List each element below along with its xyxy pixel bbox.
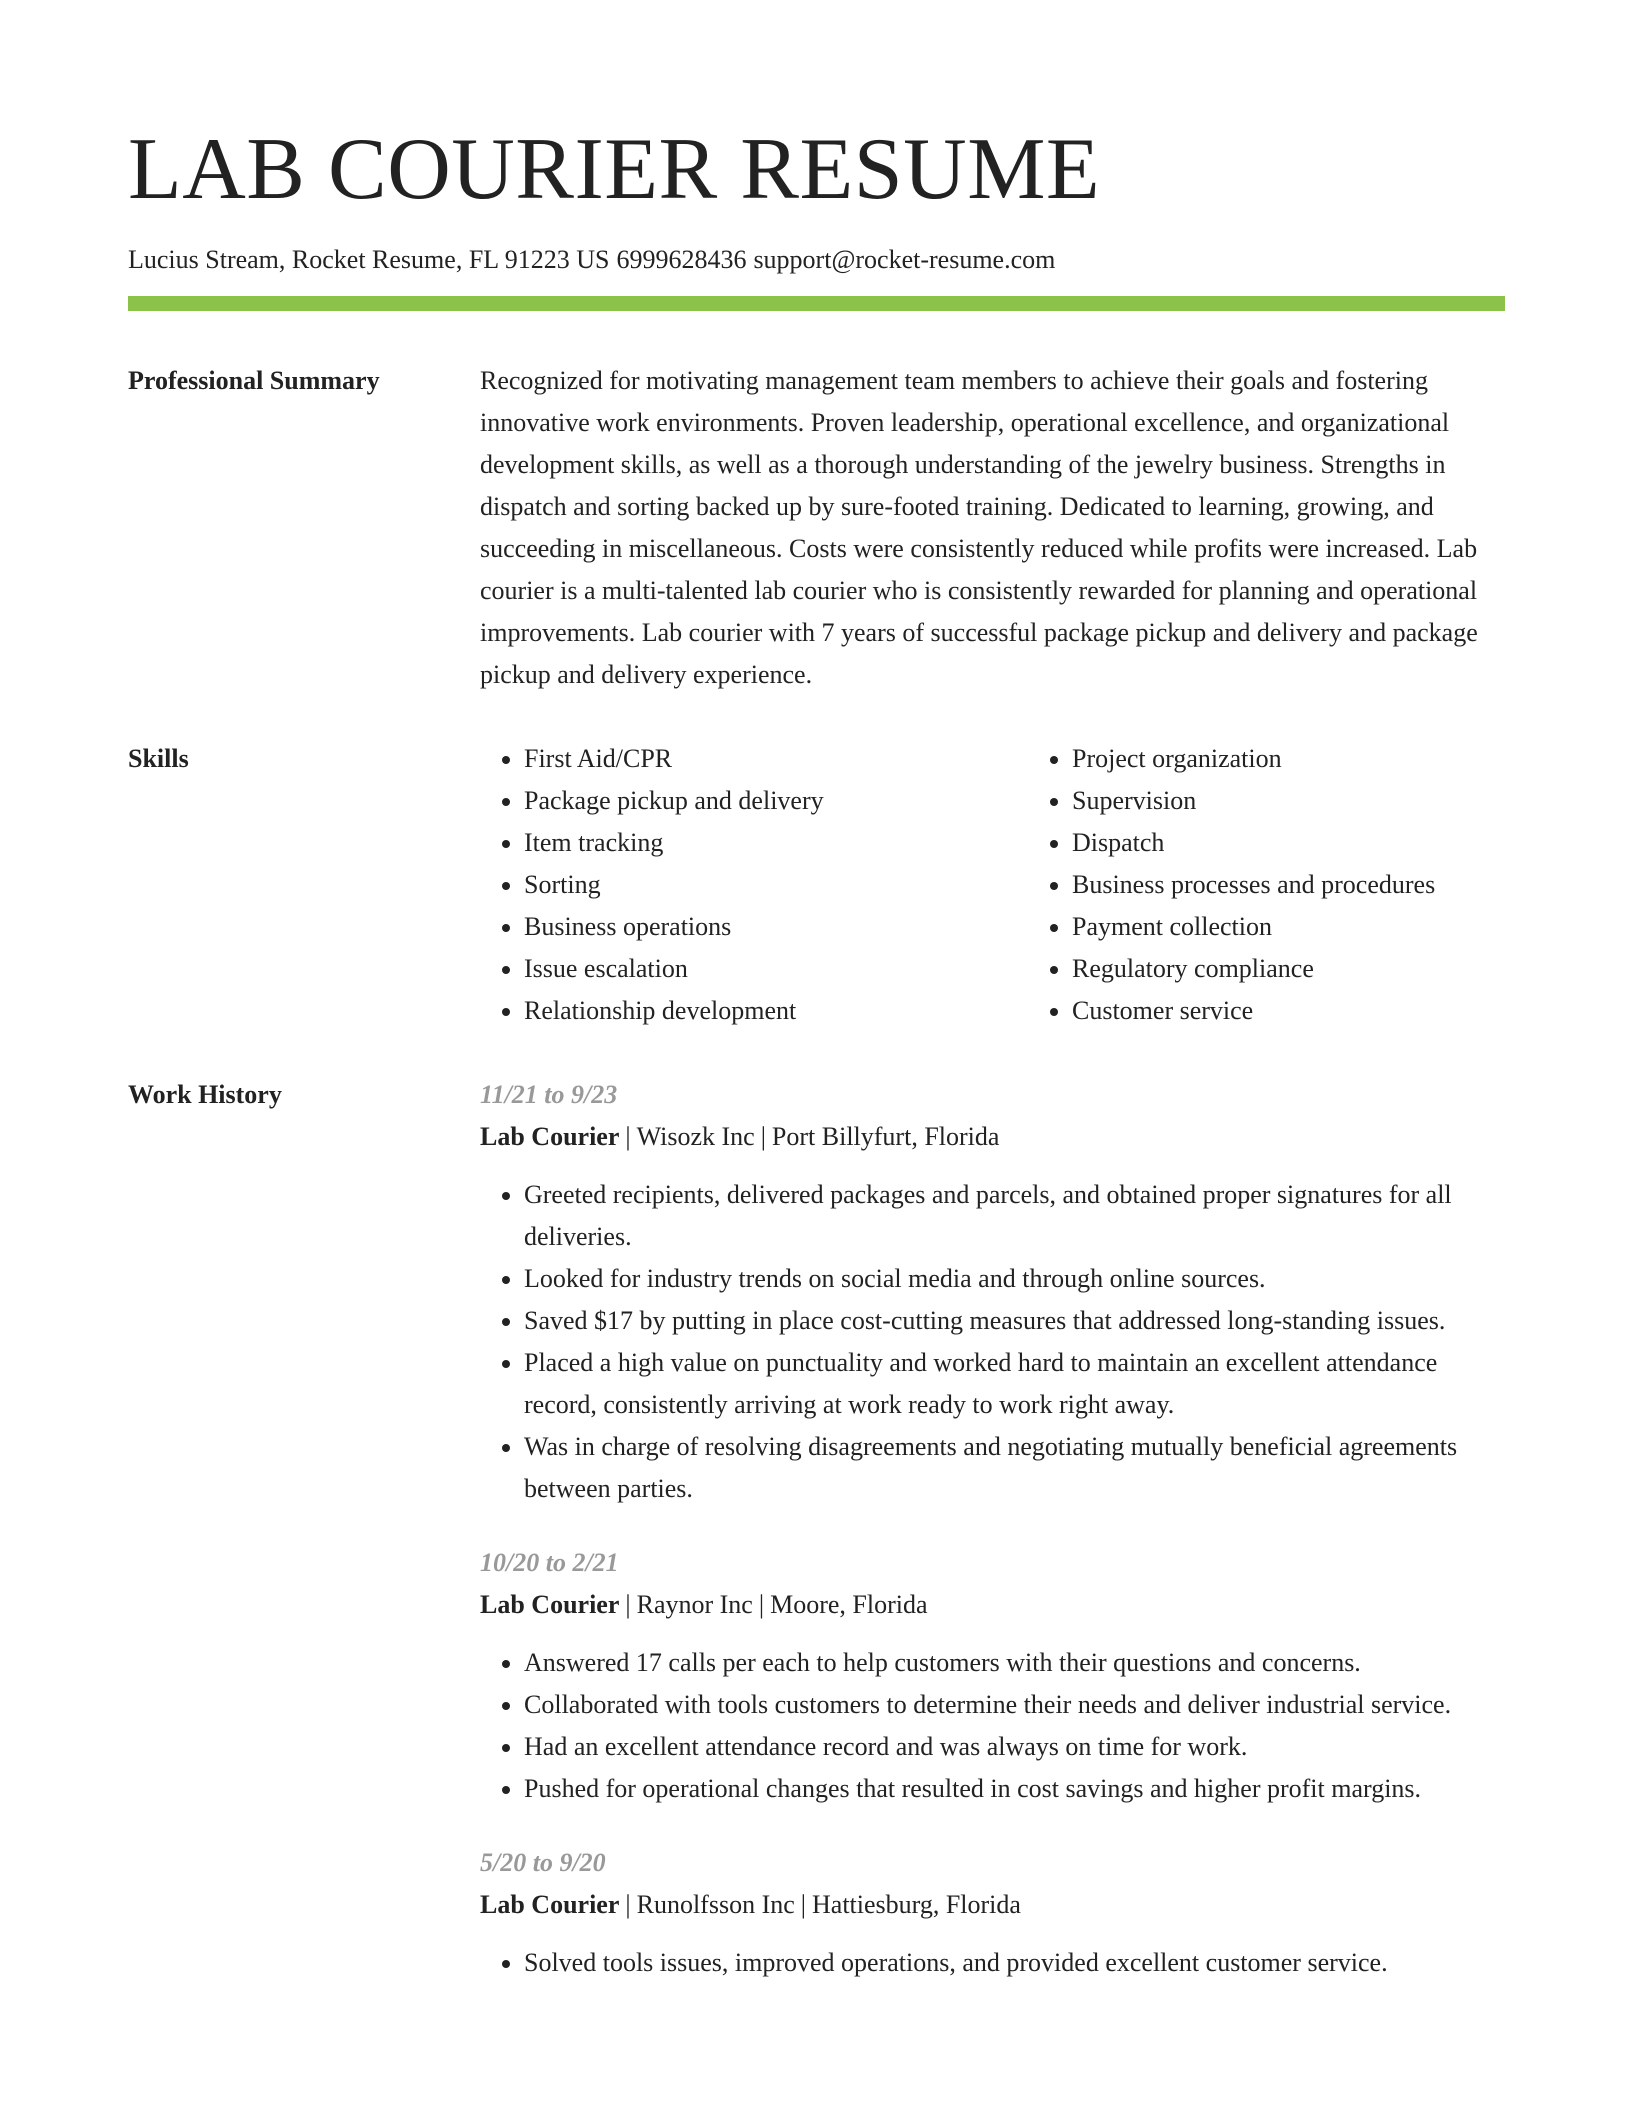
job-company: Wisozk Inc (636, 1122, 755, 1151)
job-bullet: • Had an excellent attendance record and was always on time for work. (524, 1726, 1505, 1768)
job-bullet: • Solved tools issues, improved operations, and provided excellent customer service. (524, 1942, 1505, 1984)
summary-text: Recognized for motivating management team members to achieve their goals and fostering innovative work environments. Proven leadership, operational excellence, and organizational development skills, as well as a thorough understanding of the jewelry business. Strengths in dispatch and sorting backed up by sure-footed training. Dedicated to learning, growing, and succeeding in miscellaneous. Costs were consistently reduced while profits were increased. Lab courier is a multi-talented lab courier who is consistently rewarded for planning and operational improvements. Lab courier with 7 years of successful package pickup and delivery and package pickup and delivery experience. (480, 366, 1478, 689)
skill-item: • First Aid/CPR (524, 738, 1028, 780)
job-bullets (480, 1642, 1505, 1810)
summary-section (128, 360, 1505, 696)
skill-item: • Dispatch (1072, 822, 1505, 864)
job-title: Lab Courier (480, 1122, 620, 1151)
skill-item: • Business operations (524, 906, 1028, 948)
header-divider (128, 296, 1505, 311)
job-bullet: • Pushed for operational changes that resulted in cost savings and higher profit margins. (524, 1768, 1505, 1810)
job-bullet: • Saved $17 by putting in place cost-cutting measures that addressed long-standing issues. (524, 1300, 1505, 1342)
skill-item: • Customer service (1072, 990, 1505, 1032)
skill-item: • Sorting (524, 864, 1028, 906)
job-bullet: • Greeted recipients, delivered packages and parcels, and obtained proper signatures for all deliveries. (524, 1174, 1505, 1258)
job-bullet: • Answered 17 calls per each to help customers with their questions and concerns. (524, 1642, 1505, 1684)
job-company: Raynor Inc (636, 1590, 753, 1619)
resume-title: LAB COURIER RESUME (128, 121, 1101, 218)
skill-item: • Relationship development (524, 990, 1028, 1032)
skill-item: • Payment collection (1072, 906, 1505, 948)
job-bullets (480, 1942, 1505, 1984)
contact-address: Lucius Stream, Rocket Resume, FL 91223 US (128, 245, 610, 274)
skills-heading: Skills (128, 744, 189, 773)
job-bullets (480, 1174, 1505, 1510)
work-history-body (480, 1074, 1505, 2016)
job-bullet: • Was in charge of resolving disagreements and negotiating mutually beneficial agreements between parties. (524, 1426, 1505, 1510)
job-entry (480, 1542, 1505, 1810)
work-history-heading: Work History (128, 1080, 282, 1109)
summary-body (480, 360, 1505, 696)
job-entry (480, 1074, 1505, 1510)
job-title: Lab Courier (480, 1590, 620, 1619)
contact-email: support@rocket-resume.com (753, 245, 1056, 274)
skills-list-left (480, 738, 1028, 1032)
skill-item: • Issue escalation (524, 948, 1028, 990)
job-entry (480, 1842, 1505, 1984)
skill-item: • Regulatory compliance (1072, 948, 1505, 990)
work-history-section (128, 1074, 1505, 2016)
job-dates: 5/20 to 9/20 (480, 1848, 606, 1877)
contact-line (128, 242, 1505, 278)
job-bullet: • Collaborated with tools customers to determine their needs and deliver industrial service. (524, 1684, 1505, 1726)
skill-item: • Supervision (1072, 780, 1505, 822)
job-heading: Lab Courier | Wisozk Inc | Port Billyfurt, Florida (480, 1122, 1000, 1151)
skill-item: • Item tracking (524, 822, 1028, 864)
summary-heading: Professional Summary (128, 366, 380, 395)
job-dates: 10/20 to 2/21 (480, 1548, 619, 1577)
job-location: Hattiesburg, Florida (812, 1890, 1021, 1919)
job-company: Runolfsson Inc (636, 1890, 795, 1919)
job-title: Lab Courier (480, 1890, 620, 1919)
skill-item: • Business processes and procedures (1072, 864, 1505, 906)
skills-columns (480, 738, 1505, 1032)
skill-item: • Package pickup and delivery (524, 780, 1028, 822)
skills-body (480, 738, 1505, 1032)
job-bullet: • Placed a high value on punctuality and worked hard to maintain an excellent attendance record, consistently arriving at work ready to work right away. (524, 1342, 1505, 1426)
skill-item: • Project organization (1072, 738, 1505, 780)
skills-list-right (1028, 738, 1505, 1032)
skills-section (128, 738, 1505, 1032)
job-dates: 11/21 to 9/23 (480, 1080, 618, 1109)
job-heading: Lab Courier | Runolfsson Inc | Hattiesburg, Florida (480, 1890, 1021, 1919)
resume-page (128, 118, 1505, 2016)
job-bullet: • Looked for industry trends on social media and through online sources. (524, 1258, 1505, 1300)
contact-phone: 6999628436 (616, 245, 747, 274)
job-location: Port Billyfurt, Florida (771, 1122, 1000, 1151)
job-location: Moore, Florida (770, 1590, 928, 1619)
job-heading: Lab Courier | Raynor Inc | Moore, Florida (480, 1590, 928, 1619)
